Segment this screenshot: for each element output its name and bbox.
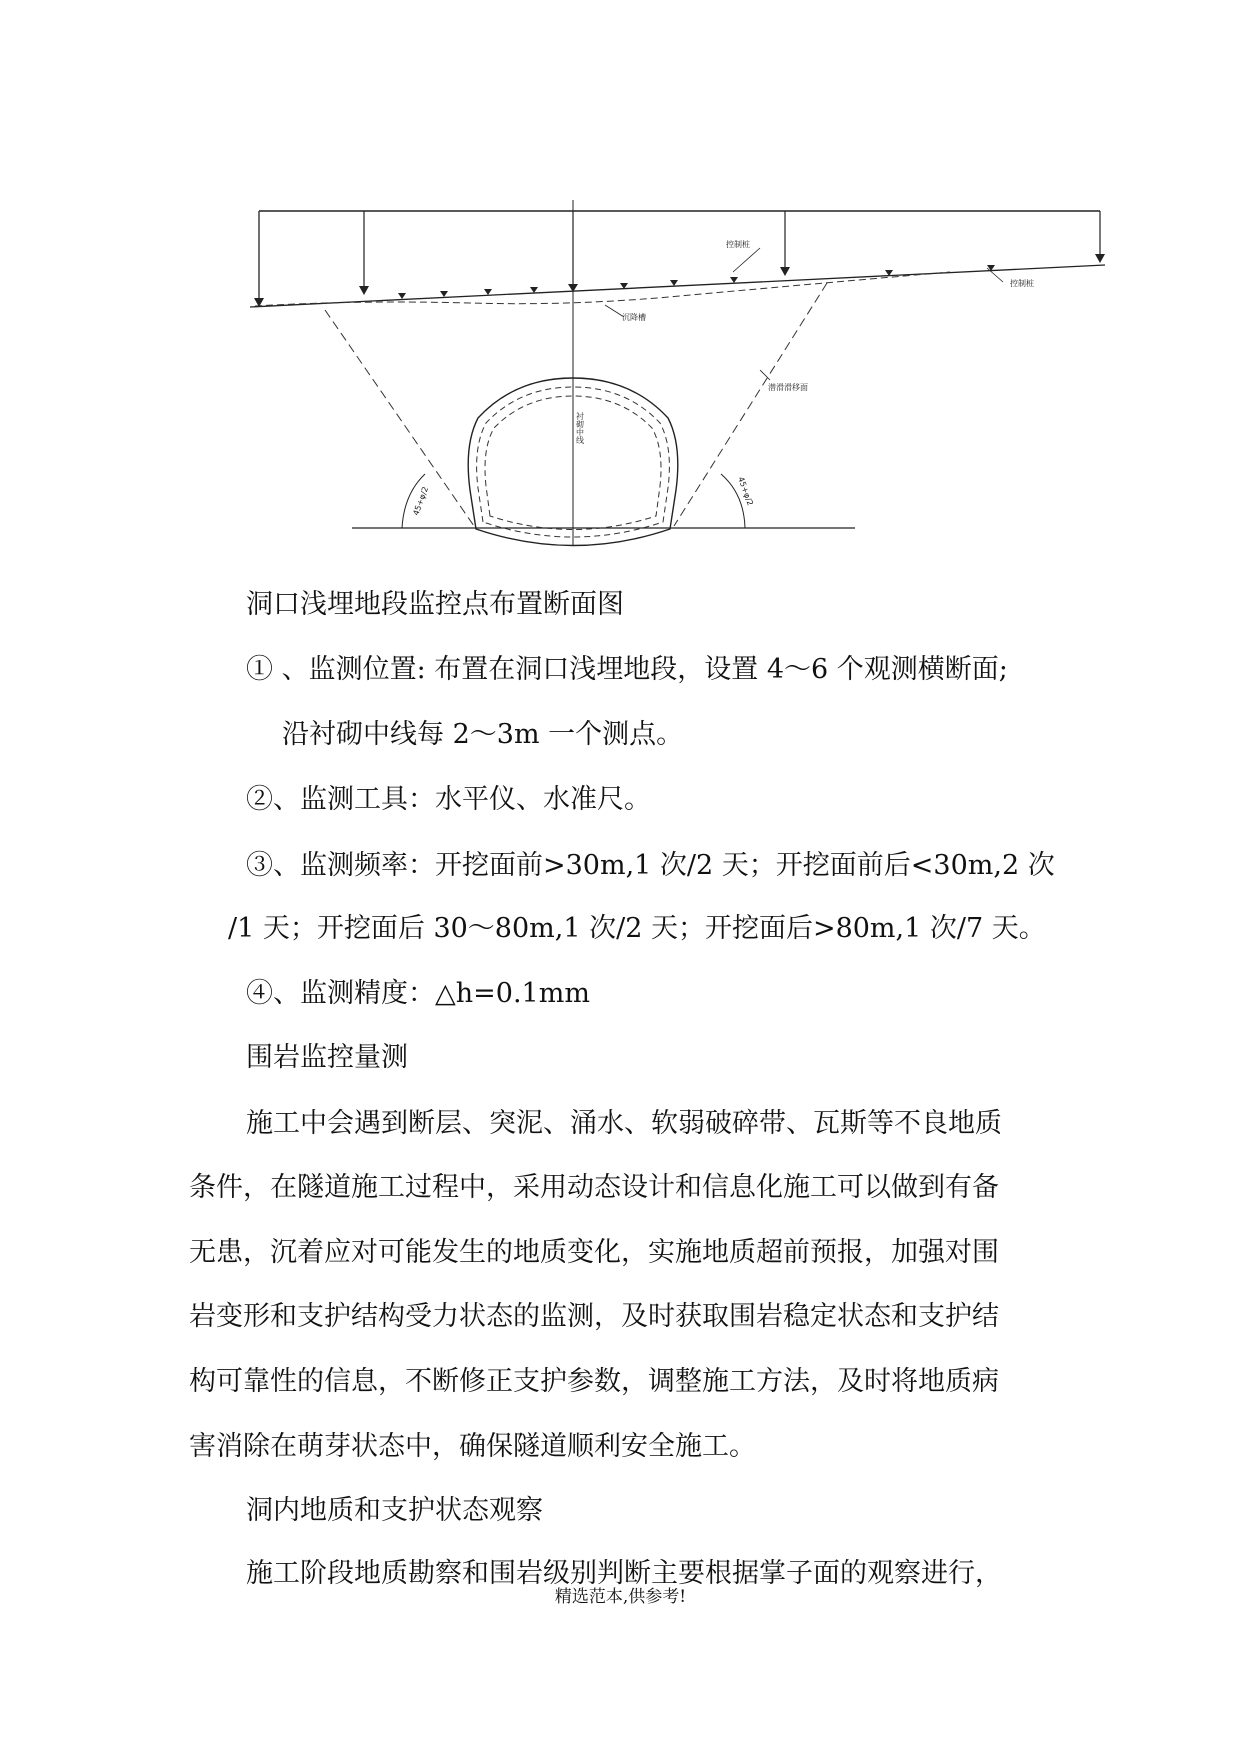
paragraph2-line: 施工阶段地质勘察和围岩级别判断主要根据掌子面的观察进行， <box>246 1558 1002 1589</box>
item-tools: ②、监测工具：水平仪、水准尺。 <box>246 784 651 815</box>
label-lining-centerline: 衬砌中线 <box>575 412 585 444</box>
label-angle-left: 45+φ/2 <box>411 485 431 517</box>
paragraph1-line: 条件，在隧道施工过程中，采用动态设计和信息化施工可以做到有备 <box>189 1172 999 1203</box>
item-position: ① 、监测位置: 布置在洞口浅埋地段，设置 4～6 个观测横断面; <box>246 654 1008 685</box>
arrow-head <box>780 267 790 276</box>
item-position-cont: 沿衬砌中线每 2～3m 一个测点。 <box>282 719 684 750</box>
monitoring-section-diagram <box>0 0 1241 580</box>
label-control-pile-right: 控制桩 <box>1010 279 1034 288</box>
paragraph1-line: 构可靠性的信息，不断修正支护参数，调整施工方法，及时将地质病 <box>189 1366 999 1397</box>
paragraph1-line: 无患，沉着应对可能发生的地质变化，实施地质超前预报，加强对围 <box>189 1237 999 1268</box>
ground-surface <box>250 265 1105 307</box>
label-settlement-trough: 沉降槽 <box>622 313 646 322</box>
label-slip-surface: 潜滑滑移面 <box>768 383 808 392</box>
item-precision: ④、监测精度：△h=0.1mm <box>246 978 590 1009</box>
leader-line <box>760 370 770 380</box>
paragraph1-line: 岩变形和支护结构受力状态的监测，及时获取围岩稳定状态和支护结 <box>189 1301 999 1332</box>
arrow-head <box>359 286 369 295</box>
label-control-pile-top: 控制桩 <box>726 240 750 249</box>
slip-surface-left <box>325 310 474 526</box>
item-frequency: ③、监测频率：开挖面前>30m,1 次/2 天；开挖面前后<30m,2 次 <box>246 850 1055 881</box>
section-title-geology-observation: 洞内地质和支护状态观察 <box>246 1495 543 1526</box>
item-frequency-cont: /1 天；开挖面后 30～80m,1 次/2 天；开挖面后>80m,1 次/7 天。 <box>228 913 1046 944</box>
arrow-head <box>1095 254 1105 263</box>
label-angle-right: 45+φ/2 <box>736 475 755 507</box>
paragraph1-line: 施工中会遇到断层、突泥、涌水、软弱破碎带、瓦斯等不良地质 <box>246 1108 1002 1139</box>
leader-line <box>733 248 760 272</box>
paragraph1-line: 害消除在萌芽状态中，确保隧道顺利安全施工。 <box>189 1431 756 1462</box>
section-title-rock-monitoring: 围岩监控量测 <box>246 1042 408 1073</box>
page-footer: 精选范本,供参考! <box>554 1587 687 1607</box>
figure-caption: 洞口浅埋地段监控点布置断面图 <box>246 589 624 620</box>
settlement-points <box>398 265 995 299</box>
